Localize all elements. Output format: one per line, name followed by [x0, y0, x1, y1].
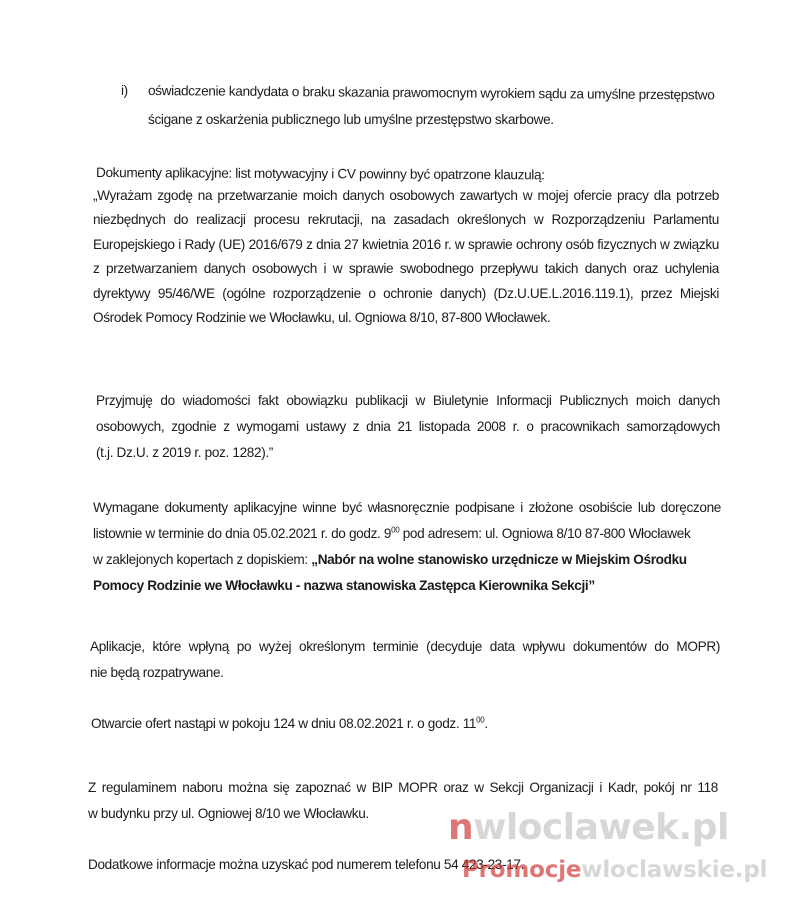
- contact-info: [88, 853, 524, 877]
- clause-line: dyrektywy 95/46/WE (ogólne rozporządzenie o ochronie danych) (Dz.U.UE.L.2016.119.1), przez Miejski: [93, 285, 719, 301]
- opening-minutes: 00: [476, 715, 485, 725]
- clause-line: Europejskiego i Rady (UE) 2016/679 z dnia 27 kwietnia 2016 r. w sprawie ochrony osób fizycznych w związku: [93, 236, 719, 252]
- clause-line: niezbędnych do realizacji procesu rekrutacji, na zasadach określonych w Rozporządzeniu Parlamentu: [93, 212, 719, 228]
- submission-instructions: [93, 495, 721, 599]
- address-text: pod adresem: ul. Ogniowa 8/10 87-800 Włocławek: [399, 526, 691, 541]
- consent-clause: [93, 184, 719, 330]
- watermark-promocje: [462, 855, 767, 885]
- clause-line: Ośrodek Pomocy Rodzinie we Włocławku, ul. Ogniowa 8/10, 87-800 Włocławek.: [93, 310, 551, 326]
- opening-text: Otwarcie ofert nastąpi w pokoju 124 w dniu 08.02.2021 r. o godz. 11: [91, 716, 477, 731]
- contact-line: Dodatkowe informacje można uzyskać pod numerem telefonu 54 423-23-17.: [88, 857, 525, 872]
- regulations-line-1: Z regulaminem naboru można się zapoznać w BIP MOPR oraz w Sekcji Organizacji i Kadr, pokój nr 118: [88, 780, 718, 795]
- watermark-promocje-gray: wloclawskie.pl: [581, 857, 768, 883]
- watermark-red-letter: n: [448, 807, 474, 848]
- submission-line-4: Pomocy Rodzinie we Włocławku - nazwa stanowiska Zastępca Kierownika Sekcji”: [93, 578, 595, 593]
- clause-line: „Wyrażam zgodę na przetwarzanie moich danych osobowych zawartych w mojej ofercie pracy dla potrzeb: [93, 188, 719, 203]
- publication-line: osobowych, zgodnie z wymogami ustawy z dnia 21 listopada 2008 r. o pracownikach samorządowych: [96, 419, 720, 434]
- opening-line: [91, 712, 488, 736]
- list-item-i-line-2: ścigane z oskarżenia publicznego lub umyślne przestępstwo skarbowe.: [148, 112, 554, 127]
- watermark-nwloclawek: [448, 806, 729, 850]
- list-item-i: [121, 79, 741, 127]
- submission-line-1: Wymagane dokumenty aplikacyjne winne być własnoręcznie podpisane i złożone osobiście lub doręczone: [93, 500, 721, 515]
- deadline-text: listownie w terminie do dnia 05.02.2021 r. do godz. 9: [93, 526, 392, 541]
- publication-line: Przyjmuję do wiadomości fakt obowiązku publikacji w Biuletynie Informacji Publicznych moich danych: [96, 393, 720, 408]
- clause-intro-text: Dokumenty aplikacyjne: list motywacyjny i CV powinny być opatrzone klauzulą:: [95, 165, 545, 183]
- envelope-label-bold: „Nabór na wolne stanowisko urzędnicze w Miejskim Ośrodku: [311, 552, 687, 567]
- offers-opening: [91, 712, 488, 736]
- envelope-note: w zaklejonych kopertach z dopiskiem:: [93, 552, 312, 567]
- watermark-promocje-red: Promocje: [462, 857, 582, 883]
- publication-notice: [96, 388, 720, 466]
- late-applications: [90, 634, 720, 686]
- deadline-minutes: 00: [391, 525, 400, 535]
- watermark-gray-text: wloclawek.pl: [473, 807, 729, 848]
- list-item-i-line-1: oświadczenie kandydata o braku skazania prawomocnym wyrokiem sądu za umyślne przestępstwo: [147, 83, 715, 103]
- clause-line: z przetwarzaniem danych osobowych i w sprawie swobodnego przepływu takich danych oraz uchylenia: [93, 261, 719, 277]
- submission-line-2: [93, 521, 721, 547]
- late-line-2: nie będą rozpatrywane.: [90, 665, 224, 680]
- submission-line-3: [93, 547, 721, 573]
- publication-line: (t.j. Dz.U. z 2019 r. poz. 1282).”: [96, 445, 273, 460]
- opening-end: .: [484, 716, 488, 731]
- regulations-line-2: w budynku przy ul. Ogniowej 8/10 we Włocławku.: [88, 806, 369, 821]
- list-marker: i): [121, 83, 128, 98]
- late-line-1: Aplikacje, które wpłyną po wyżej określonym terminie (decyduje data wpływu dokumentów do MOPR): [90, 639, 720, 654]
